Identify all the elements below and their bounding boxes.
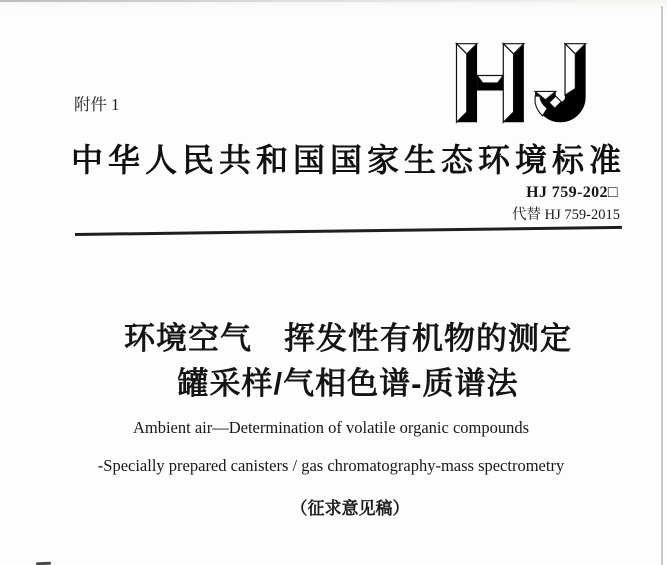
hj-logo-text <box>449 130 450 131</box>
standard-number: HJ 759-202□ <box>526 184 618 201</box>
attachment-label: 附件 1 <box>74 95 120 114</box>
title-cn-line2: 罐采样/气相色谱-质谱法 <box>177 366 519 401</box>
title-en-line1: Ambient air—Determination of volatile organic compounds <box>132 418 530 437</box>
hj-logo <box>449 36 595 130</box>
logo-letter-j <box>535 44 586 116</box>
standard-heading: 中华人民共和国国家生态环境标准 <box>71 142 627 178</box>
scan-edge-right <box>661 6 663 565</box>
hj-logo-graphic <box>449 36 595 130</box>
scan-edge-top <box>0 0 622 2</box>
logo-letter-h <box>456 44 523 123</box>
divider-rule <box>75 226 622 236</box>
draft-note: （征求意见稿） <box>290 499 410 518</box>
title-cn-line1: 环境空气 挥发性有机物的测定 <box>124 321 572 356</box>
title-en-line2: -Specially prepared canisters / gas chromatography-mass spectrometry <box>97 456 565 475</box>
replaces-note: 代替 HJ 759-2015 <box>512 207 620 223</box>
